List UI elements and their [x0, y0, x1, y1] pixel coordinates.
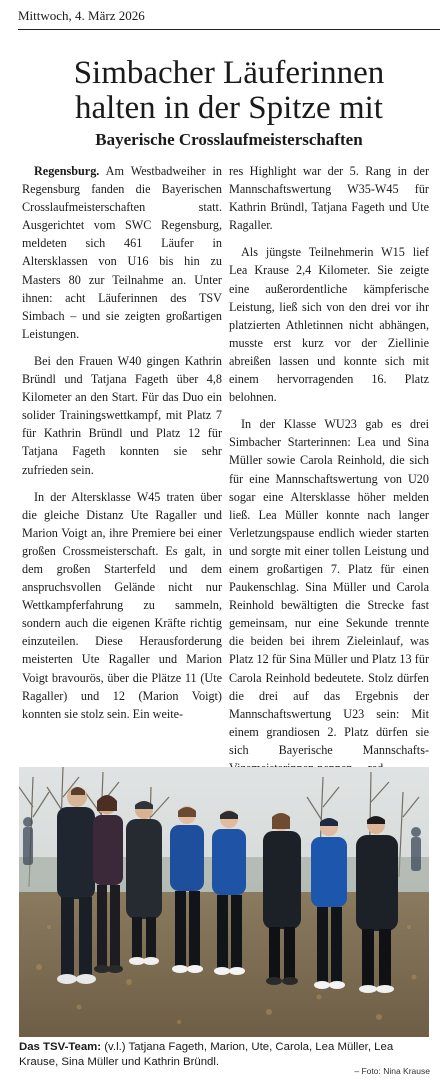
paragraph: Als jüngste Teilnehmerin W15 lief Lea Krause 2,4 Kilometer. Sie zeigte eine außerordentliche kämpferische Leistung, ließ sich von den drei vor ihr platzierten Athletinnen nicht abhängen, musste erst kurz vor der Ziellinie abreißen lassen und konnte sich mit einem hervorragenden 16. Platz belohnen.	[229, 245, 429, 405]
article-column-2	[229, 162, 429, 786]
paragraph: Bei den Frauen W40 gingen Kathrin Bründl und Tatjana Fageth über 4,8 Kilometer an den Start. Für das Duo ein solider Trainingswettkampf, mit Platz 7 für Kathrin Bründl und Platz 12 für Tatjana Fageth konnten sie sehr zufrieden sein.	[22, 353, 222, 477]
team-photo	[19, 767, 429, 1037]
headline-line-2: halten in der Spitze mit	[75, 90, 383, 126]
headline	[18, 56, 440, 126]
caption-text: (v.l.) Tatjana Fageth, Marion, Ute, Carola, Lea Müller, Lea Krause, Sina Müller und Kathrin Bründl.	[19, 1041, 394, 1068]
paragraph: In der Altersklasse W45 traten über die gleiche Distanz Ute Ragaller und Marion Voigt an, ihre Premiere bei einer großen Crossmeisterschaft. Es galt, in dem großen Starterfeld und dem anspruchsvollen Gelände nicht nur Wettkampferfahrung zu sammeln, sondern auch die eigenen Kräfte richtig einzuteilen. Diese Herausforderung meisterten Ute Ragaller und Marion Voigt bravourös, über die Plätze 11 (Ute Ragaller) und 12 (Marion Voigt) konnten sie stolz sein. Ein weite-	[22, 489, 222, 721]
paragraph: res Highlight war der 5. Rang in der Mannschaftswertung W35-W45 für Kathrin Bründl, Tatjana Fageth und Ute Ragaller.	[229, 164, 429, 233]
headline-line-1: Simbacher Läuferinnen	[73, 55, 385, 91]
paragraph	[22, 162, 222, 343]
caption-lead: Das TSV-Team:	[19, 1041, 102, 1053]
photo-credit: – Foto: Nina Krause	[354, 1066, 430, 1076]
paragraph-text: Am Westbadweiher in Regensburg fanden die Bayerischen Crosslaufmeisterschaften statt. Ausgerichtet vom SWC Regensburg, meldeten sich 461 Läufer in Altersklassen von U16 bis hin zu Masters 80 zur Teilnahme an. Unter ihnen: acht Läuferinnen des TSV Simbach – und sie zeigten großartigen Leistungen.	[22, 164, 222, 341]
header-rule	[18, 29, 440, 30]
dateline: Mittwoch, 4. März 2026	[18, 8, 145, 23]
subheadline: Bayerische Crosslaufmeisterschaften	[95, 130, 363, 149]
place-dateline: Regensburg.	[34, 164, 100, 178]
paragraph: In der Klasse WU23 gab es drei Simbacher Starterinnen: Lea und Sina Müller sowie Carola Reinhold, die sich für eine Mannschaftswertung von U20 sogar eine Altersklasse höher melden ließ. Lea Müller konnte nach langer Verletzungspause endlich wieder starten und sorgte mit einer tollen Leistung und einem großartigen 7. Platz für einen Paukenschlag. Sina Müller und Carola Reinhold bewältigten die Strecke fast gemeinsam, nur eine Sekunde trennte die beiden bei ihrem Zieleinlauf, was Platz 12 für Sina Müller und Platz 13 für Carola Reinhold bedeutete. Stolz dürfen die drei auf das Ergebnis der Mannschaftswertung U23 sein: Mit einem grandiosen 2. Platz dürfen sie sich Bayerische Mannschafts-	[229, 417, 429, 757]
article-column-1	[22, 162, 222, 732]
